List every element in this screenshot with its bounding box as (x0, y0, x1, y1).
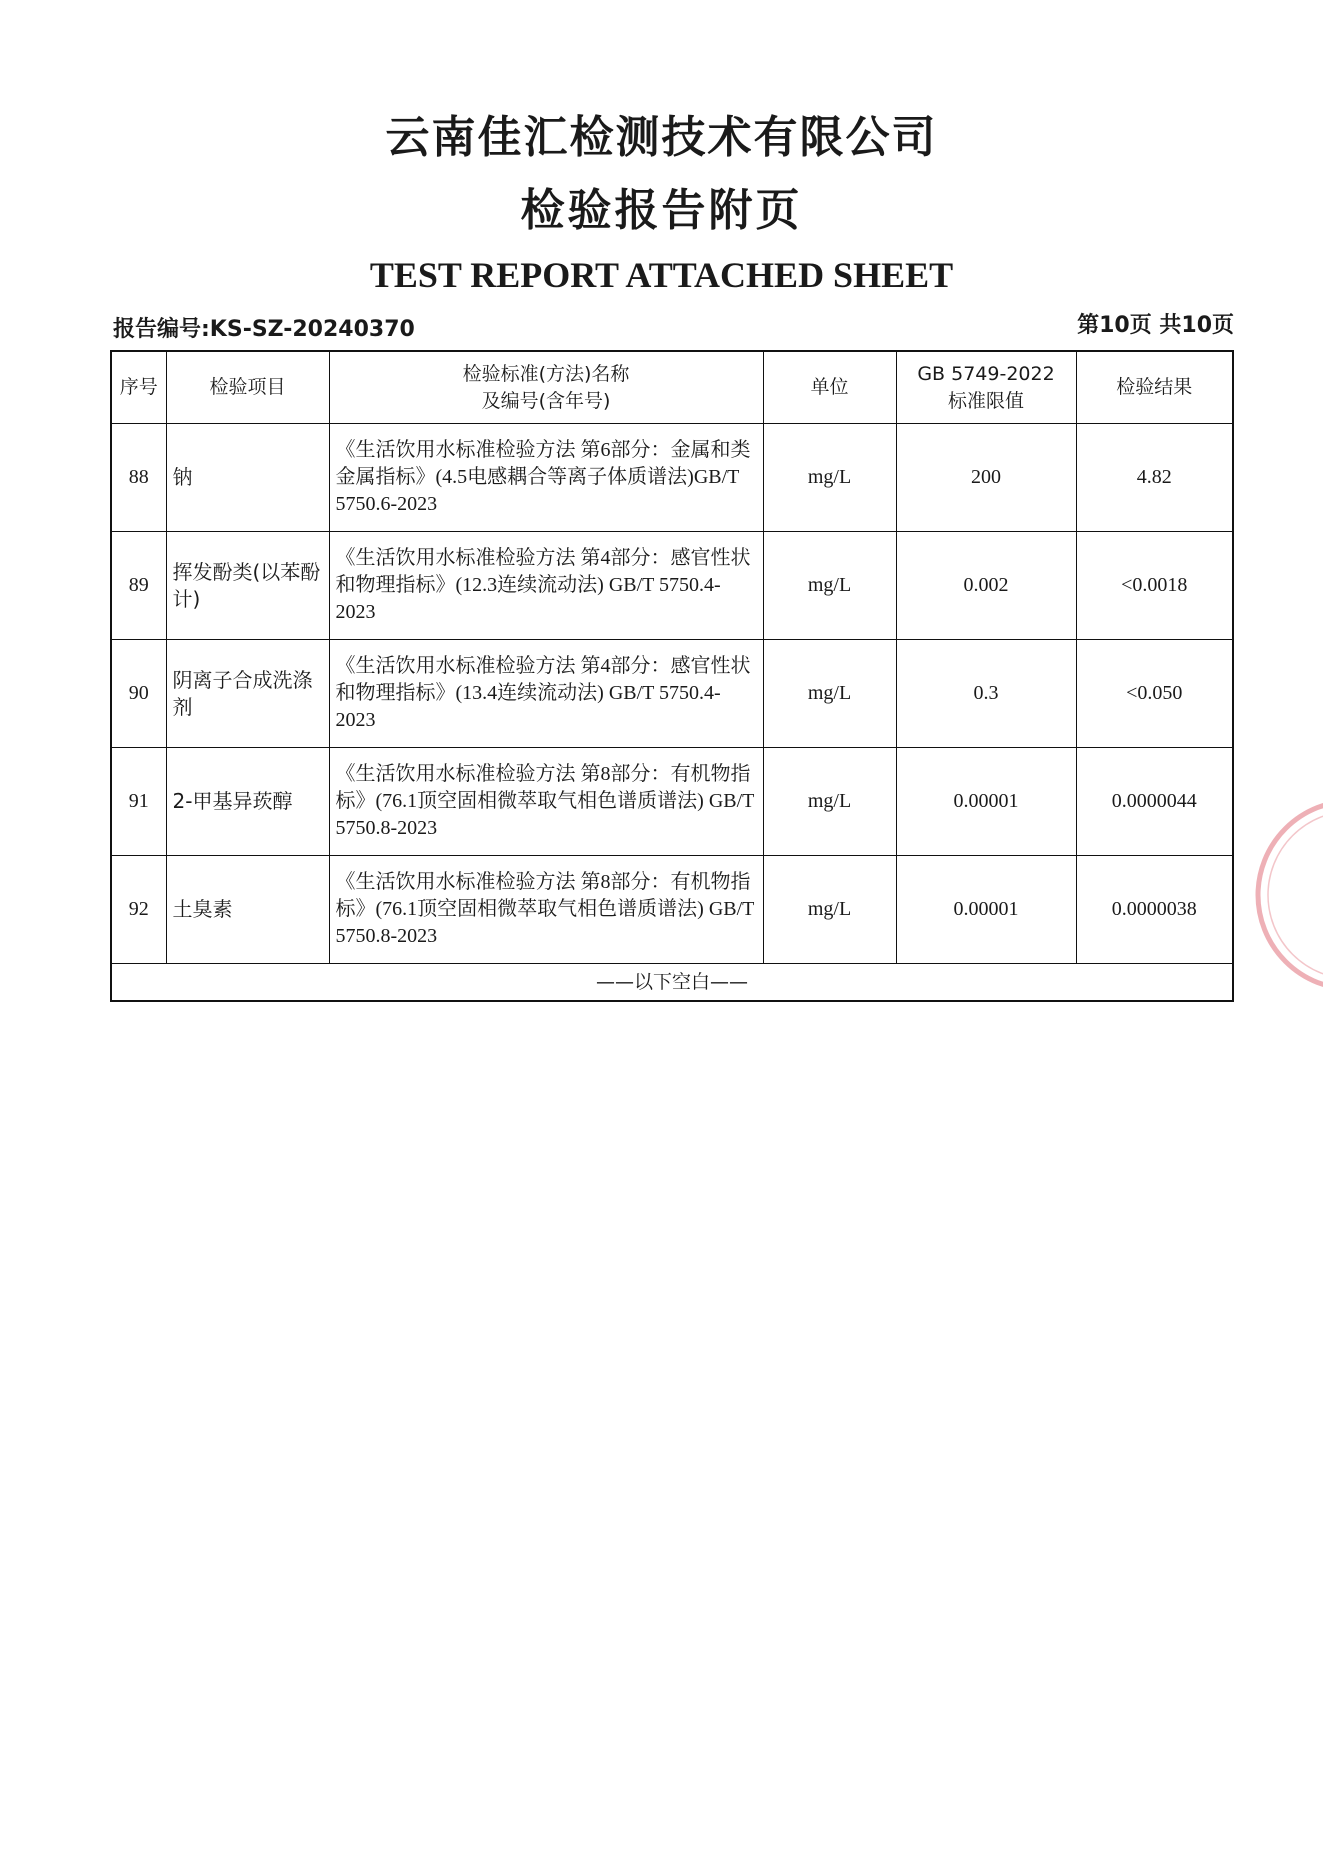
row-no: 91 (111, 748, 166, 856)
row-item: 土臭素 (166, 856, 329, 964)
header-limit (896, 351, 1076, 424)
row-method: 《生活饮用水标准检验方法 第6部分：金属和类金属指标》(4.5电感耦合等离子体质谱法)GB/T 5750.6-2023 (329, 424, 763, 532)
stamp-inner-ring (1268, 811, 1323, 979)
row-unit: mg/L (763, 532, 896, 640)
row-item: 2-甲基异莰醇 (166, 748, 329, 856)
row-limit: 0.002 (896, 532, 1076, 640)
company-name: 云南佳汇检测技术有限公司 (385, 112, 938, 163)
row-item: 阴离子合成洗涤剂 (166, 640, 329, 748)
table-header-row (111, 351, 1233, 424)
row-method: 《生活饮用水标准检验方法 第4部分：感官性状和物理指标》(12.3连续流动法) GB/T 5750.4-2023 (329, 532, 763, 640)
stamp-ring (1258, 801, 1323, 989)
row-no: 89 (111, 532, 166, 640)
row-unit: mg/L (763, 856, 896, 964)
row-no: 92 (111, 856, 166, 964)
header-method-line1: 检验标准(方法)名称 (462, 362, 630, 385)
header-no: 序号 (111, 351, 166, 424)
row-result: 4.82 (1076, 424, 1233, 532)
table-row (111, 856, 1233, 964)
table-row (111, 640, 1233, 748)
row-unit: mg/L (763, 748, 896, 856)
row-unit: mg/L (763, 640, 896, 748)
header-method (329, 351, 763, 424)
row-method: 《生活饮用水标准检验方法 第8部分：有机物指标》(76.1顶空固相微萃取气相色谱质谱法) GB/T 5750.8-2023 (329, 748, 763, 856)
row-limit: 0.00001 (896, 748, 1076, 856)
row-item: 钠 (166, 424, 329, 532)
report-title-cn: 检验报告附页 (520, 185, 803, 236)
report-title-en: TEST REPORT ATTACHED SHEET (369, 255, 954, 295)
blank-note-row (111, 964, 1233, 1002)
row-limit: 0.00001 (896, 856, 1076, 964)
row-no: 90 (111, 640, 166, 748)
row-unit: mg/L (763, 424, 896, 532)
row-result: <0.0018 (1076, 532, 1233, 640)
row-limit: 0.3 (896, 640, 1076, 748)
table-row (111, 748, 1233, 856)
row-item: 挥发酚类(以苯酚计) (166, 532, 329, 640)
row-no: 88 (111, 424, 166, 532)
row-result: <0.050 (1076, 640, 1233, 748)
header-unit: 单位 (763, 351, 896, 424)
header-result: 检验结果 (1076, 351, 1233, 424)
inspection-stamp (1222, 790, 1323, 1000)
report-number: 报告编号:KS-SZ-20240370 (113, 317, 415, 342)
header-item: 检验项目 (166, 351, 329, 424)
row-result: 0.0000044 (1076, 748, 1233, 856)
table-row (111, 532, 1233, 640)
blank-note: ——以下空白—— (111, 964, 1233, 1002)
results-table (110, 350, 1234, 1002)
table-row (111, 424, 1233, 532)
row-method: 《生活饮用水标准检验方法 第8部分：有机物指标》(76.1顶空固相微萃取气相色谱质谱法) GB/T 5750.8-2023 (329, 856, 763, 964)
header-limit-line2: 标准限值 (947, 389, 1024, 412)
header-method-line2: 及编号(含年号) (481, 389, 611, 412)
row-limit: 200 (896, 424, 1076, 532)
header-limit-line1: GB 5749-2022 (917, 362, 1055, 385)
row-result: 0.0000038 (1076, 856, 1233, 964)
page-indicator: 第10页 共10页 (1077, 313, 1234, 338)
row-method: 《生活饮用水标准检验方法 第4部分：感官性状和物理指标》(13.4连续流动法) GB/T 5750.4-2023 (329, 640, 763, 748)
